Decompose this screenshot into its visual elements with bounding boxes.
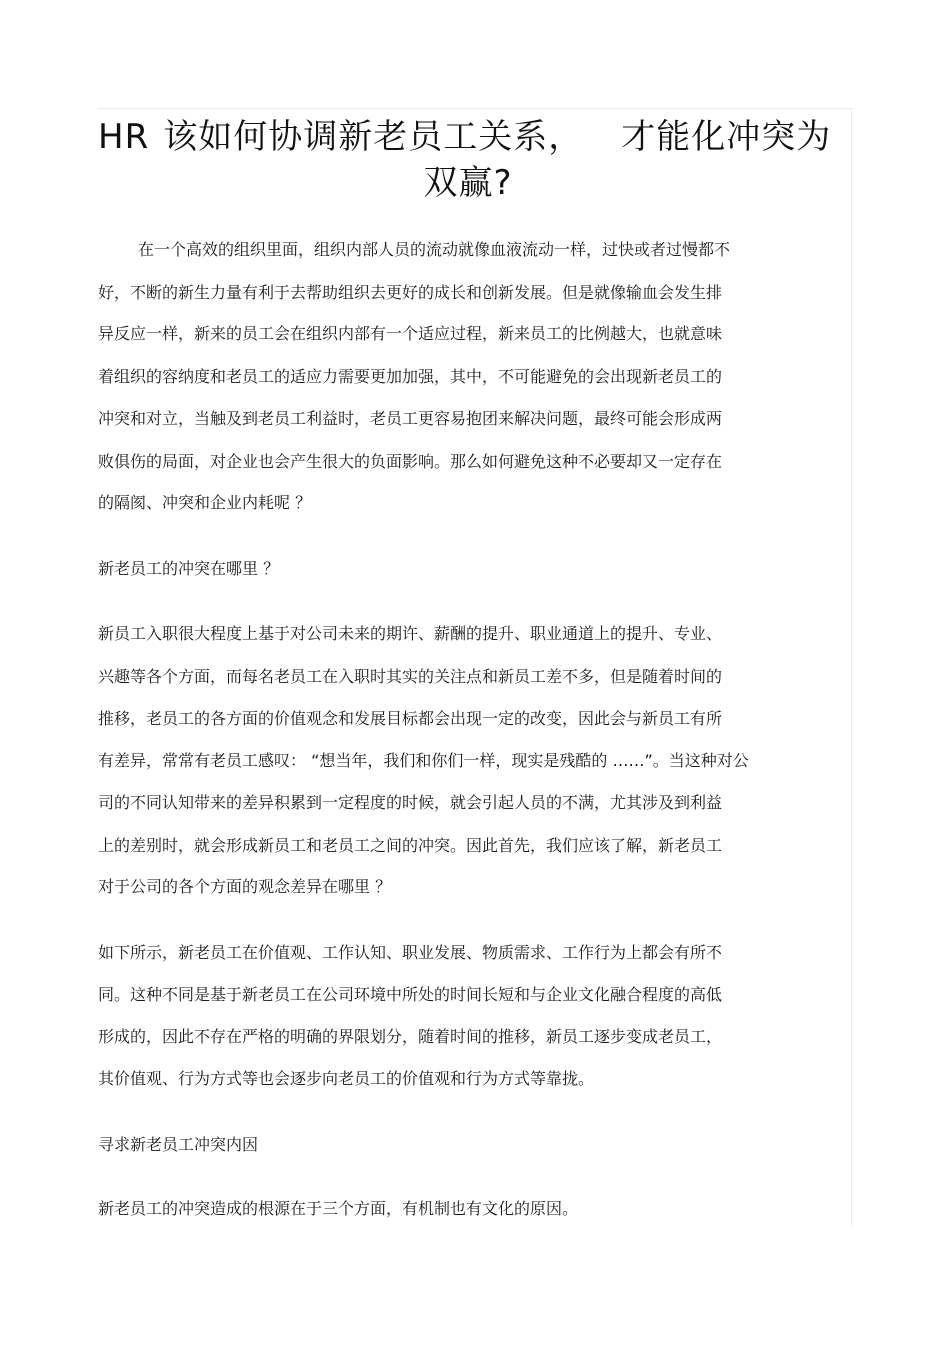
paragraph-3-line-3: 形成的，因此不存在严格的明确的界限划分，随着时间的推移，新员工逐步变成老员工， — [98, 1027, 723, 1046]
paragraph-2-line-7: 对于公司的各个方面的观念差异在哪里 ？ — [98, 877, 392, 896]
paragraph-1-line-6: 败俱伤的局面，对企业也会产生很大的负面影响。那么如何避免这种不必要却又一定存在 — [98, 452, 723, 471]
title-part-end: 才能化冲突为 — [621, 117, 832, 157]
title-line-2: 双赢? — [423, 163, 513, 203]
paragraph-1-line-4: 着组织的容纳度和老员工的适应力需要更加加强，其中，不可能避免的会出现新老员工的 — [98, 367, 723, 386]
paragraph-3-line-2: 同。这种不同是基于新老员工在公司环境中所处的时间长短和与企业文化融合程度的高低 — [98, 985, 723, 1004]
paragraph-1-line-7: 的隔阂、冲突和企业内耗呢 ？ — [98, 493, 312, 512]
document-title — [98, 114, 838, 206]
paragraph-1-line-2: 好，不断的新生力量有利于去帮助组织去更好的成长和创新发展。但是就像输血会发生排 — [98, 283, 723, 302]
paragraph-2-line-4: 有差异，常常有老员工感叹： “想当年，我们和你们一样，现实是残酷的 ……”。当这种对公 — [98, 751, 749, 770]
paragraph-2-line-5: 司的不同认知带来的差异积累到一定程度的时候，就会引起人员的不满，尤其涉及到利益 — [98, 793, 723, 812]
page-frame-right-border — [851, 108, 852, 1226]
paragraph-2-line-6: 上的差别时，就会形成新员工和老员工之间的冲突。因此首先，我们应该了解，新老员工 — [98, 836, 723, 855]
paragraph-1-line-1: 在一个高效的组织里面，组织内部人员的流动就像血液流动一样，过快或者过慢都不 — [138, 240, 731, 259]
paragraph-2-line-1: 新员工入职很大程度上基于对公司未来的期许、薪酬的提升、职业通道上的提升、专业、 — [98, 624, 723, 643]
title-part-hr: HR — [98, 117, 150, 157]
title-line-1 — [98, 114, 838, 160]
heading-conflict-where: 新老员工的冲突在哪里 ？ — [98, 559, 280, 578]
paragraph-1-line-3: 异反应一样，新来的员工会在组织内部有一个适应过程，新来员工的比例越大，也就意味 — [98, 324, 723, 343]
title-part-main: 该如何协调新老员工关系， — [163, 117, 584, 157]
heading-conflict-causes: 寻求新老员工冲突内因 — [98, 1135, 259, 1154]
paragraph-3-line-4: 其价值观、行为方式等也会逐步向老员工的价值观和行为方式等靠拢。 — [98, 1069, 595, 1088]
paragraph-2-line-3: 推移，老员工的各方面的价值观念和发展目标都会出现一定的改变，因此会与新员工有所 — [98, 709, 723, 728]
paragraph-4-line-1: 新老员工的冲突造成的根源在于三个方面，有机制也有文化的原因。 — [98, 1199, 579, 1218]
page-frame-top-border — [98, 108, 851, 109]
paragraph-2-line-2: 兴趣等各个方面，而每名老员工在入职时其实的关注点和新员工差不多，但是随着时间的 — [98, 667, 723, 686]
paragraph-1-line-5: 冲突和对立，当触及到老员工利益时，老员工更容易抱团来解决问题，最终可能会形成两 — [98, 409, 723, 428]
paragraph-3-line-1: 如下所示，新老员工在价值观、工作认知、职业发展、物质需求、工作行为上都会有所不 — [98, 943, 723, 962]
